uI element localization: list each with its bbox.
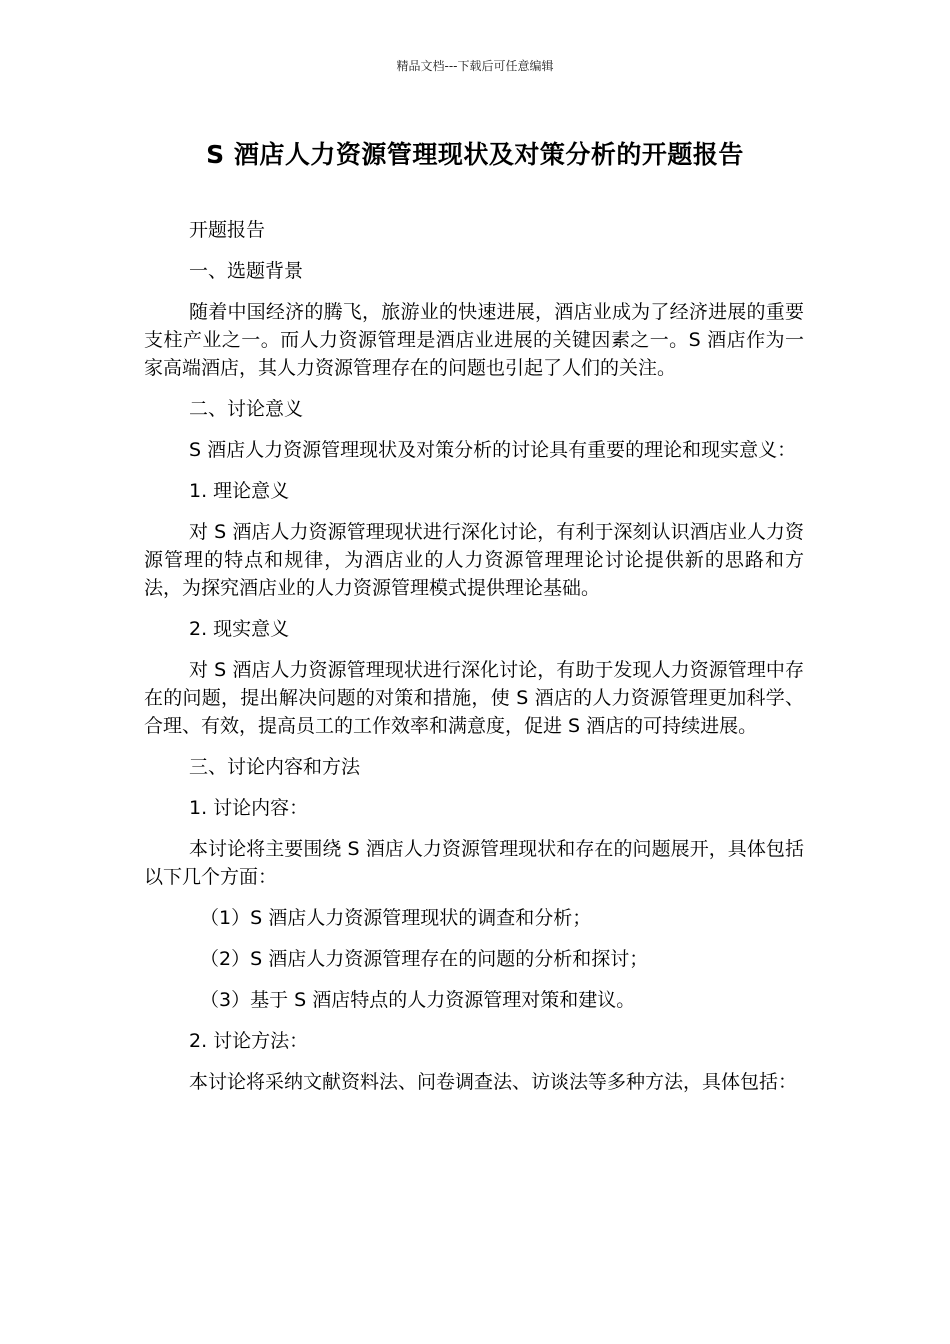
- list-item: （3）基于 S 酒店特点的人力资源管理对策和建议。: [200, 989, 636, 1011]
- subheading-content: 1. 讨论内容：: [189, 797, 309, 819]
- list-item: （1）S 酒店人力资源管理现状的调查和分析；: [200, 907, 592, 929]
- section-heading-significance: 二、讨论意义: [189, 398, 304, 420]
- paragraph-background: 随着中国经济的腾飞，旅游业的快速进展，酒店业成为了经济进展的重要支柱产业之一。而人力资源管理是酒店业进展的关键因素之一。S 酒店作为一家高端酒店，其人力资源管理存在的问题也引起了人们的关注。: [144, 301, 804, 379]
- paragraph-report-label: 开题报告: [189, 219, 266, 241]
- paragraph-content-intro: 本讨论将主要围绕 S 酒店人力资源管理现状和存在的问题展开，具体包括以下几个方面：: [144, 838, 804, 888]
- subheading-methods: 2. 讨论方法：: [189, 1030, 309, 1052]
- document-title: S 酒店人力资源管理现状及对策分析的开题报告: [206, 140, 744, 169]
- section-heading-background: 一、选题背景: [189, 260, 304, 282]
- list-item: （2）S 酒店人力资源管理存在的问题的分析和探讨；: [200, 948, 649, 970]
- header-note: 精品文档---下载后可任意编辑: [396, 59, 554, 73]
- section-heading-content-methods: 三、讨论内容和方法: [189, 756, 361, 778]
- paragraph-methods: 本讨论将采纳文献资料法、问卷调查法、访谈法等多种方法，具体包括：: [189, 1071, 798, 1093]
- paragraph-significance-intro: S 酒店人力资源管理现状及对策分析的讨论具有重要的理论和现实意义：: [189, 439, 797, 461]
- document-body: [144, 216, 804, 1109]
- paragraph-theoretical: 对 S 酒店人力资源管理现状进行深化讨论，有利于深刻认识酒店业人力资源管理的特点和规律，为酒店业的人力资源管理理论讨论提供新的思路和方法，为探究酒店业的人力资源管理模式提供理论基础。: [144, 521, 804, 599]
- subheading-theoretical: 1. 理论意义: [189, 480, 290, 502]
- paragraph-practical: 对 S 酒店人力资源管理现状进行深化讨论，有助于发现人力资源管理中存在的问题，提出解决问题的对策和措施，使 S 酒店的人力资源管理更加科学、合理、有效，提高员工的工作效率和满意度，促进 S 酒店的可持续进展。: [144, 659, 804, 737]
- subheading-practical: 2. 现实意义: [189, 618, 290, 640]
